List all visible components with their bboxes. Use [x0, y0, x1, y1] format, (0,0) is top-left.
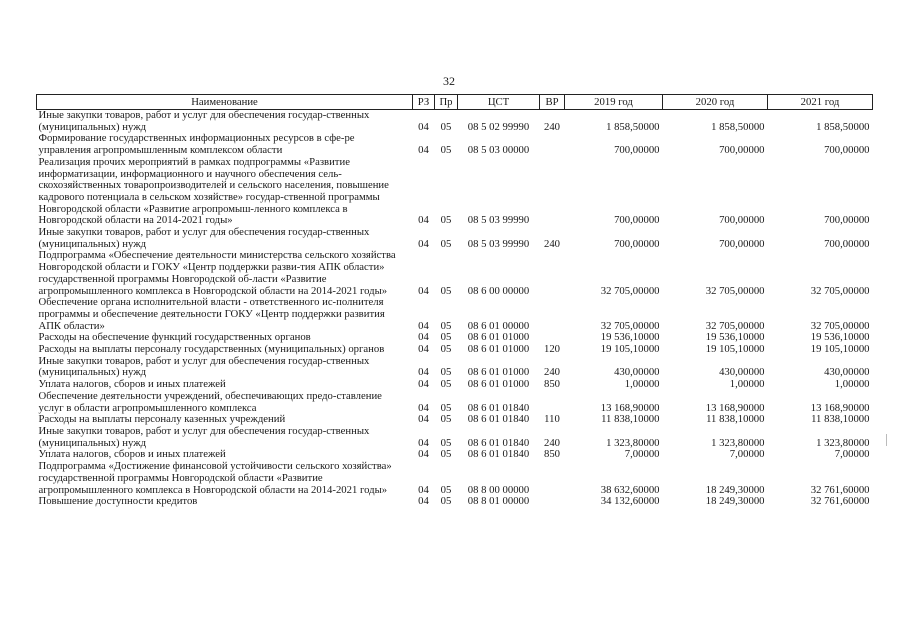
row-2019: 700,00000: [614, 144, 660, 157]
row-2021: 1 323,80000: [816, 436, 870, 449]
table-body: [37, 110, 873, 508]
row-2019: 430,00000: [614, 366, 660, 379]
row-rz: 04: [418, 237, 429, 250]
scan-edge-mark: [886, 434, 887, 446]
page-number: 32: [443, 74, 455, 88]
row-rz: 04: [418, 331, 429, 344]
row-2019: 13 168,90000: [600, 401, 660, 414]
row-rz: 04: [418, 319, 429, 332]
row-2021: 700,00000: [824, 144, 870, 157]
row-cst: 08 5 03 99990: [467, 214, 530, 227]
row-rz: 04: [418, 448, 429, 461]
row-2021: 1 858,50000: [816, 120, 870, 133]
row-name: Обеспечение органа исполнительной власти - ответственного ис-полнителя программы и обеспечение деятельности ГОКУ «Центр поддержки развития АПК области»: [38, 296, 385, 332]
row-2020: 700,00000: [719, 144, 765, 157]
table-row: [37, 461, 873, 496]
row-pr: 05: [440, 284, 452, 297]
row-2021: 32 761,60000: [810, 495, 870, 508]
row-name: Обеспечение деятельности учреждений, обеспечивающих предо-ставление услуг в области агропромышленного комплекса: [38, 389, 382, 414]
row-cst: 08 6 00 00000: [467, 284, 530, 297]
row-vr: [540, 157, 565, 227]
row-vr: [540, 461, 565, 496]
row-rz: 04: [418, 436, 429, 449]
row-name: Подпрограмма «Достижение финансовой устойчивости сельского хозяйства» государственной программы Новгородской области «Развитие агропромышленного комплекса в Новгородской области на 2014-2021 годы»: [38, 460, 392, 496]
row-name: Уплата налогов, сборов и иных платежей: [38, 378, 226, 391]
row-2021: 7,00000: [834, 448, 870, 461]
row-rz: 04: [418, 366, 429, 379]
row-2021: 1,00000: [834, 378, 870, 391]
row-2020: 32 705,00000: [705, 319, 765, 332]
row-2019: 1 858,50000: [606, 120, 660, 133]
row-2020: 7,00000: [729, 448, 765, 461]
row-vr: 110: [544, 413, 560, 426]
row-rz: 04: [418, 214, 429, 227]
row-pr: 05: [440, 436, 452, 449]
row-rz: 04: [418, 120, 429, 133]
table-row: [37, 426, 873, 449]
row-name: Иные закупки товаров, работ и услуг для обеспечения государ-ственных (муниципальных) нужд: [38, 424, 370, 449]
row-2020: 19 536,10000: [705, 331, 765, 344]
header-rz: РЗ: [413, 95, 435, 110]
row-vr: 850: [543, 378, 561, 391]
header-vr: ВР: [540, 95, 565, 110]
row-pr: 05: [440, 331, 452, 344]
row-2021: 19 105,10000: [810, 343, 870, 356]
row-cst: 08 6 01 01840: [467, 401, 530, 414]
table-row: [37, 157, 873, 227]
row-cst: 08 5 02 99990: [467, 120, 530, 133]
table-row: [37, 110, 873, 134]
table-row: [37, 496, 873, 508]
row-2021: 32 705,00000: [810, 284, 870, 297]
row-2019: 19 105,10000: [600, 343, 660, 356]
table-row: [37, 227, 873, 250]
row-pr: 05: [440, 495, 452, 508]
row-pr: 05: [440, 144, 452, 157]
table-row: [37, 344, 873, 356]
row-name: Уплата налогов, сборов и иных платежей: [38, 448, 226, 461]
row-2020: 1,00000: [729, 378, 765, 391]
row-2019: 32 705,00000: [600, 284, 660, 297]
row-rz: 04: [418, 401, 429, 414]
row-vr: 120: [543, 343, 561, 356]
row-pr: 05: [440, 120, 452, 133]
row-vr: 240: [543, 436, 561, 449]
row-rz: 04: [418, 378, 429, 391]
row-vr: [540, 391, 565, 414]
row-2020: 700,00000: [719, 237, 765, 250]
row-name: Формирование государственных информационных ресурсов в сфе-ре управления агропромышленным комплексом области: [38, 132, 355, 157]
row-pr: 05: [440, 413, 452, 426]
row-pr: 05: [440, 483, 452, 496]
row-name: Иные закупки товаров, работ и услуг для обеспечения государ-ственных (муниципальных) нужд: [38, 226, 370, 250]
row-2021: 11 838,10000: [811, 413, 870, 426]
row-2020: 19 105,10000: [705, 343, 765, 356]
row-2019: 34 132,60000: [600, 495, 660, 508]
row-2019: 38 632,60000: [600, 483, 660, 496]
row-name: Подпрограмма «Обеспечение деятельности министерства сельского хозяйства Новгородской области и ГОКУ «Центр поддержки разви-тия АПК области» государственной программы Новгородской об-ласти «Развитие агропромышленного комплекса в Новгородской области на 2014-2021 годы»: [38, 249, 396, 297]
table-header-row: [37, 95, 873, 110]
row-rz: 04: [418, 144, 429, 157]
row-vr: 240: [543, 366, 561, 379]
row-name: Реализация прочих мероприятий в рамках подпрограммы «Развитие информатизации, информационного и научного обеспечения сель-скохозяйственных товаропроизводителей и сельского населения, повышение кадрового потенциала в сельском хозяйстве» государ-ственной программы Новгородской области «Развитие агропромыш-ленного комплекса в Новгородской области на 2014-2021 годы»: [38, 155, 389, 227]
row-rz: 04: [418, 483, 429, 496]
row-pr: 05: [440, 214, 452, 227]
row-2021: 19 536,10000: [810, 331, 870, 344]
row-2019: 11 838,10000: [601, 413, 660, 426]
row-rz: 04: [418, 413, 429, 426]
header-2021: 2021 год: [768, 95, 873, 110]
header-pr: Пр: [435, 95, 458, 110]
row-name: Расходы на выплаты персоналу казенных учреждений: [38, 413, 286, 426]
row-2021: 430,00000: [824, 366, 870, 379]
row-cst: 08 6 01 01000: [467, 343, 530, 356]
row-pr: 05: [440, 378, 452, 391]
row-pr: 05: [440, 401, 452, 414]
row-cst: 08 6 01 01840: [467, 436, 530, 449]
row-rz: 04: [418, 284, 429, 297]
row-vr: [540, 133, 565, 156]
row-cst: 08 8 00 00000: [467, 483, 530, 496]
row-rz: 04: [418, 343, 429, 356]
table-row: [37, 133, 873, 156]
row-vr: 240: [543, 120, 561, 133]
table-row: [37, 356, 873, 379]
row-vr: 850: [543, 448, 561, 461]
row-2021: 32 761,60000: [810, 483, 870, 496]
row-2019: 1,00000: [624, 378, 660, 391]
row-2021: 32 705,00000: [810, 319, 870, 332]
header-cst: ЦСТ: [458, 95, 540, 110]
row-vr: 240: [543, 237, 561, 250]
budget-table: [36, 94, 873, 508]
row-name: Расходы на обеспечение функций государственных органов: [38, 331, 311, 344]
row-2020: 1 323,80000: [711, 436, 765, 449]
row-pr: 05: [440, 448, 452, 461]
row-name: Иные закупки товаров, работ и услуг для обеспечения государ-ственных (муниципальных) нужд: [38, 109, 370, 133]
row-2019: 19 536,10000: [600, 331, 660, 344]
row-vr: [540, 250, 565, 297]
row-pr: 05: [440, 319, 452, 332]
row-2019: 32 705,00000: [600, 319, 660, 332]
row-2020: 700,00000: [719, 214, 765, 227]
header-2020: 2020 год: [663, 95, 768, 110]
row-2020: 18 249,30000: [705, 495, 765, 508]
row-rz: 04: [418, 495, 429, 508]
row-name: Расходы на выплаты персоналу государственных (муниципальных) органов: [38, 343, 385, 356]
row-cst: 08 6 01 01000: [467, 331, 530, 344]
row-2019: 7,00000: [624, 448, 660, 461]
row-2021: 700,00000: [824, 237, 870, 250]
row-vr: [540, 496, 565, 508]
row-2019: 700,00000: [614, 237, 660, 250]
row-name: Иные закупки товаров, работ и услуг для обеспечения государ-ственных (муниципальных) нужд: [38, 354, 370, 379]
row-cst: 08 5 03 99990: [467, 237, 530, 250]
row-cst: 08 5 03 00000: [467, 144, 530, 157]
row-pr: 05: [440, 343, 452, 356]
row-2019: 700,00000: [614, 214, 660, 227]
row-2020: 11 838,10000: [706, 413, 765, 426]
row-cst: 08 6 01 01840: [467, 448, 530, 461]
row-2020: 1 858,50000: [711, 120, 765, 133]
table-row: [37, 297, 873, 332]
table-row: [37, 391, 873, 414]
row-cst: 08 8 01 00000: [467, 495, 530, 508]
row-2019: 1 323,80000: [606, 436, 660, 449]
table-row: [37, 250, 873, 297]
row-2020: 18 249,30000: [705, 483, 765, 496]
row-pr: 05: [440, 237, 452, 250]
header-2019: 2019 год: [565, 95, 663, 110]
row-cst: 08 6 01 00000: [467, 319, 530, 332]
row-cst: 08 6 01 01000: [467, 378, 530, 391]
row-pr: 05: [440, 366, 452, 379]
row-2021: 700,00000: [824, 214, 870, 227]
row-2020: 430,00000: [719, 366, 765, 379]
row-vr: [540, 297, 565, 332]
row-2021: 13 168,90000: [810, 401, 870, 414]
row-2020: 13 168,90000: [705, 401, 765, 414]
row-cst: 08 6 01 01000: [467, 366, 530, 379]
row-2020: 32 705,00000: [705, 284, 765, 297]
header-name: Наименование: [37, 95, 413, 110]
row-name: Повышение доступности кредитов: [38, 495, 198, 508]
row-cst: 08 6 01 01840: [467, 413, 530, 426]
